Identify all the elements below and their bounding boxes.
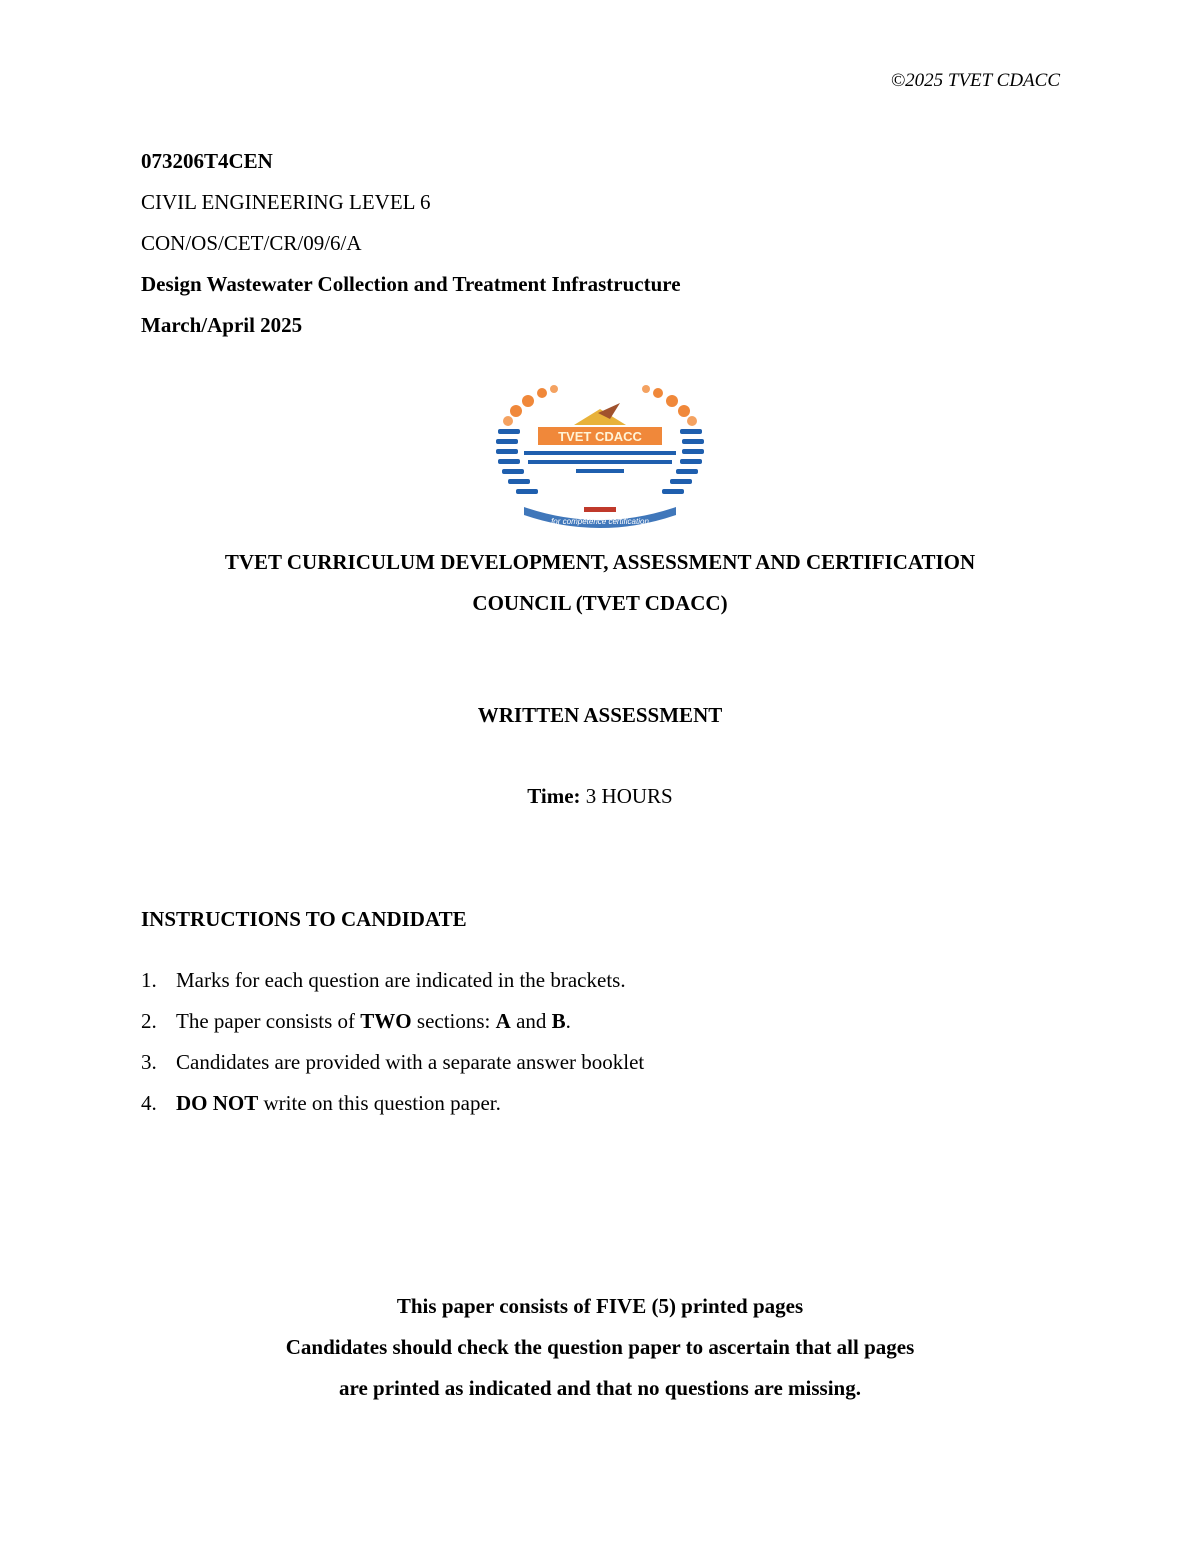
page-count-line-1: This paper consists of FIVE (5) printed pages <box>396 1294 804 1318</box>
instruction-number: 3. <box>141 1050 157 1074</box>
instruction-number: 1. <box>141 968 157 992</box>
instruction-item <box>141 960 1041 1001</box>
council-name-line-2: COUNCIL (TVET CDACC) <box>472 591 728 615</box>
instruction-item <box>141 1001 1041 1042</box>
logo-banner-text: TVET CDACC <box>558 429 642 444</box>
instructions-heading: INSTRUCTIONS TO CANDIDATE <box>141 907 467 931</box>
time-value: 3 HOURS <box>585 784 673 808</box>
assessment-title: WRITTEN ASSESSMENT <box>477 703 723 727</box>
instruction-text-pre: The paper consists of <box>176 1009 361 1033</box>
council-name <box>0 542 1200 624</box>
instruction-emphasis: DO NOT <box>176 1091 259 1115</box>
instruction-item <box>141 1083 1041 1124</box>
instruction-text-mid: sections: <box>411 1009 496 1033</box>
page-count-line-3: are printed as indicated and that no questions are missing. <box>339 1376 861 1400</box>
instruction-text: Marks for each question are indicated in the brackets. <box>176 968 626 992</box>
unit-code: CON/OS/CET/CR/09/6/A <box>141 231 362 255</box>
instruction-text-post: write on this question paper. <box>258 1091 501 1115</box>
logo-ribbon-text: for competence certification <box>551 517 649 526</box>
unit-title: Design Wastewater Collection and Treatment Infrastructure <box>141 272 681 296</box>
section-b-label: B <box>551 1009 566 1033</box>
instruction-number: 2. <box>141 1009 157 1033</box>
paper-code: 073206T4CEN <box>141 149 273 173</box>
instructions-list <box>141 960 1041 1124</box>
copyright-notice: ©2025 TVET CDACC <box>890 70 1060 91</box>
course-name: CIVIL ENGINEERING LEVEL 6 <box>141 190 431 214</box>
instruction-text: Candidates are provided with a separate answer booklet <box>176 1050 645 1074</box>
page-count-line-2: Candidates should check the question paper to ascertain that all pages <box>285 1335 915 1359</box>
time-label: Time: <box>527 784 581 808</box>
instruction-text-and: and <box>510 1009 552 1033</box>
page-count-notice <box>0 1286 1200 1409</box>
tvet-cdacc-logo <box>494 383 706 533</box>
council-name-line-1: TVET CURRICULUM DEVELOPMENT, ASSESSMENT AND CERTIFICATION <box>224 550 976 574</box>
time-allowed <box>0 784 1200 809</box>
paper-header <box>141 141 1061 346</box>
instruction-emphasis: TWO <box>360 1009 412 1033</box>
logo-graphic <box>494 383 706 533</box>
exam-session: March/April 2025 <box>141 313 303 337</box>
instruction-text-post: . <box>565 1009 571 1033</box>
instruction-number: 4. <box>141 1091 157 1115</box>
instruction-item <box>141 1042 1041 1083</box>
section-a-label: A <box>495 1009 511 1033</box>
